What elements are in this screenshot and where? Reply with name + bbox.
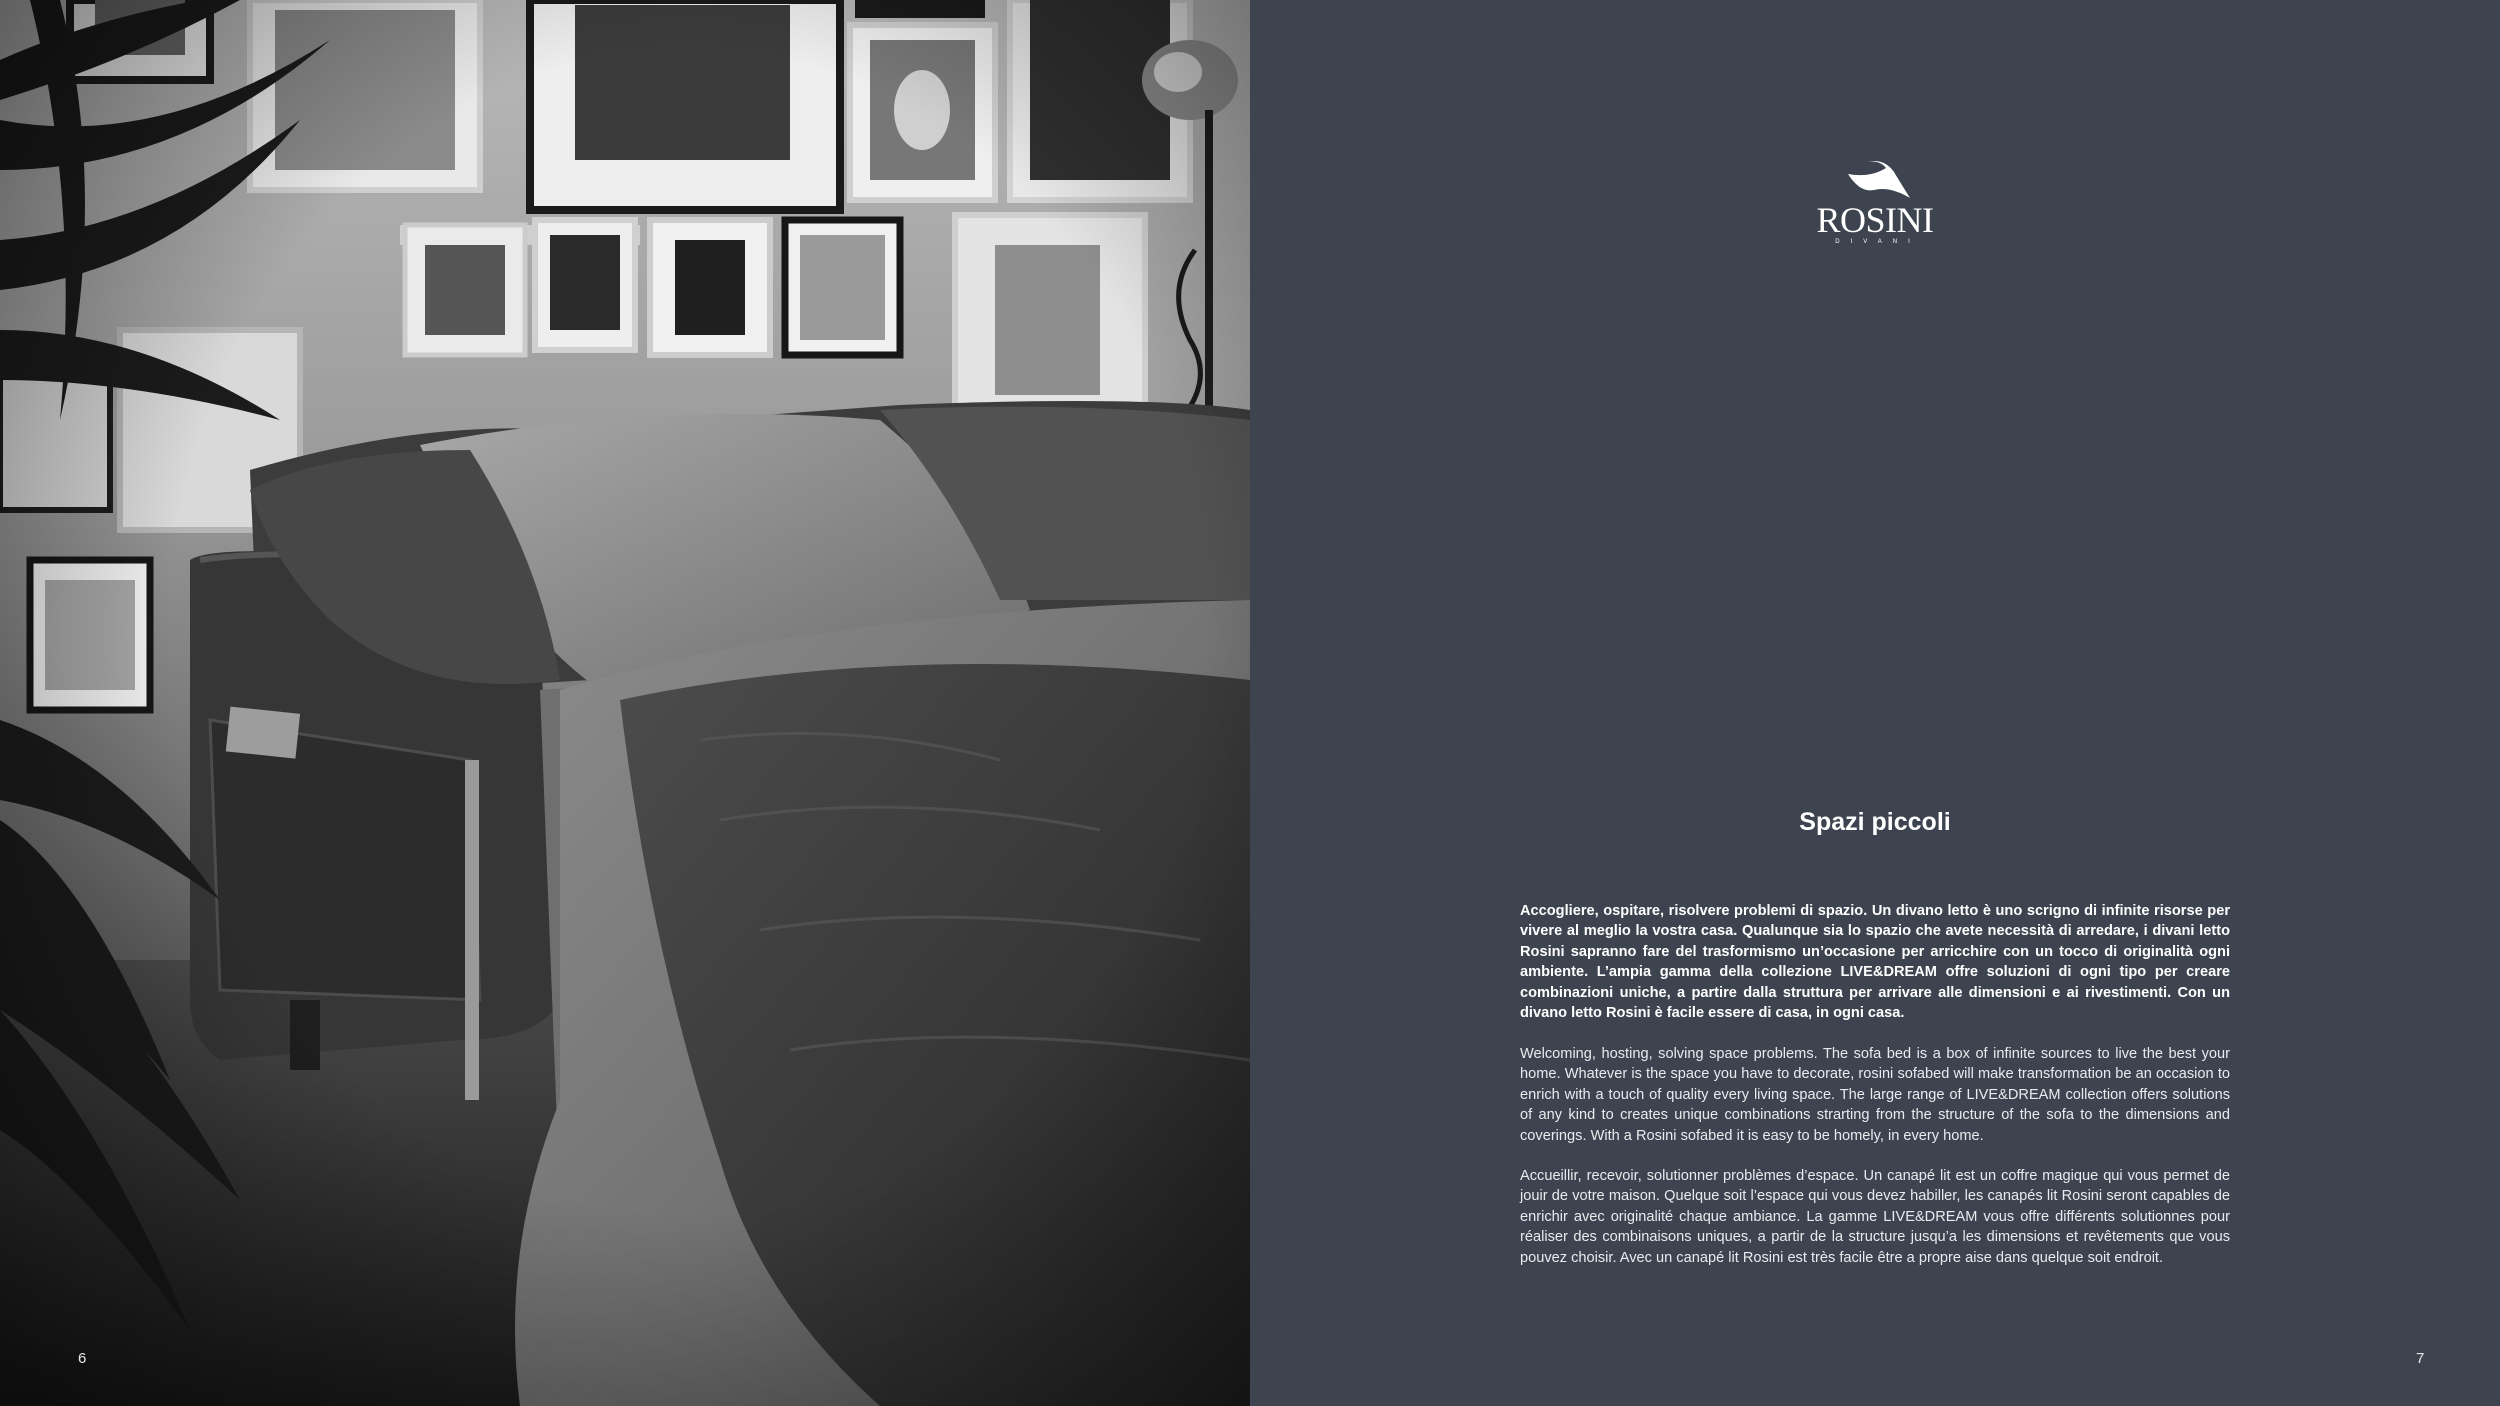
page-number-right: 7 xyxy=(2416,1350,2425,1367)
rosini-logo xyxy=(1810,160,1940,244)
paragraph-italian: Accogliere, ospitare, risolvere problemi di spazio. Un divano letto è uno scrigno di infinite risorse per vivere al meglio la vostra casa. Qualunque sia lo spazio che avete necessità di arredare, i divani letto Rosini sapranno fare del trasformismo un’occasione per arricchire con un tocco di originalità ogni ambiente. L’ampia gamma della collezione LIVE&DREAM offre soluzioni di ogni tipo per creare combinazioni uniche, a partire dalla struttura per arrivare alle dimensioni e ai rivestimenti. Con un divano letto Rosini è facile essere di casa, in ogni casa. xyxy=(1520,903,2230,1022)
page-title: Spazi piccoli xyxy=(1799,808,1951,836)
page-number-left: 6 xyxy=(78,1350,87,1367)
swallow-logo-icon xyxy=(1810,160,1940,204)
logo-tagline: DIVANI xyxy=(1835,239,1921,245)
paragraph-english: Welcoming, hosting, solving space problems. The sofa bed is a box of infinite sources to live the best your home. Whatever is the space you have to decorate, rosini sofabed will make transformation be an occasion to enrich with a touch of quality every living space. The large range of LIVE&DREAM collection offers solutions of any kind to creates unique combinations strarting from the structure of the sofa to the dimensions and coverings. With a Rosini sofabed it is easy to be homely, in every home. xyxy=(1520,1046,2230,1144)
right-page xyxy=(1250,0,2500,1406)
paragraph-french: Accueillir, recevoir, solutionner problèmes d’espace. Un canapé lit est un coffre magique qui vous permet de jouir de votre maison. Quelque soit l’espace qui vous devez habiller, les canapés lit Rosini seront capables de enrichir avec originalité chaque ambiance. La gamme LIVE&DREAM vous offre différents solutionnes pour réaliser des combinaisons uniques, a partir de la structure jusqu’a les dimensions et revêtements que vous pouvez choisir. Avec un canapé lit Rosini est très facile être a propre aise dans quelque soit endroit. xyxy=(1520,1168,2230,1266)
logo-wordmark: ROSINI xyxy=(1816,200,1934,240)
